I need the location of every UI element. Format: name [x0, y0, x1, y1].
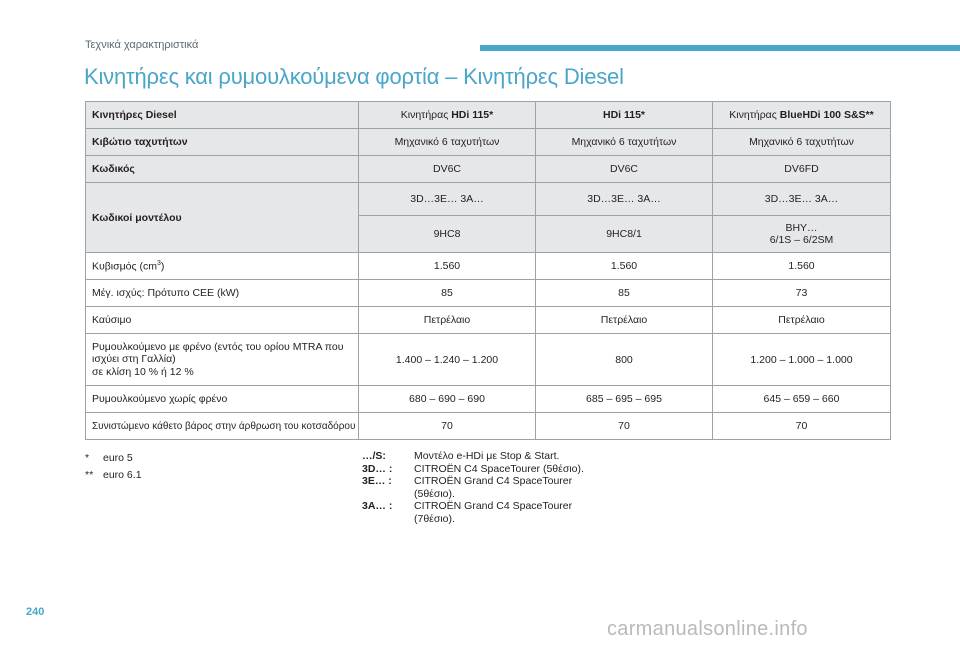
- legend-desc: [414, 475, 604, 500]
- engine-spec-table: [85, 101, 891, 440]
- table-cell: DV6FD: [713, 156, 891, 183]
- legend-item: [362, 463, 604, 476]
- row-label-nose-weight: Συνιστώμενο κάθετο βάρος στην άρθρωση του κοτσαδόρου: [86, 413, 359, 440]
- model-code-line-2: 6/1S – 6/2SM: [769, 234, 834, 246]
- footnote-text: euro 5: [103, 452, 133, 464]
- legend-desc: [414, 450, 604, 463]
- table-cell: 3D…3E… 3A…: [536, 183, 713, 216]
- table-row: [86, 334, 891, 386]
- table-cell: 1.560: [359, 253, 536, 280]
- footnote-mark: *: [85, 452, 90, 464]
- braked-trailer-line-1: Ρυμουλκούμενο με φρένο (εντός του ορίου MTRA που: [92, 340, 344, 353]
- header-col-2: HDi 115*: [536, 102, 713, 129]
- table-row: [86, 183, 891, 216]
- legend-item: [362, 450, 604, 463]
- row-label-code: Κωδικός: [86, 156, 359, 183]
- row-label-fuel: Καύσιμο: [86, 307, 359, 334]
- row-label-unbraked-trailer: Ρυμουλκούμενο χωρίς φρένο: [86, 386, 359, 413]
- table-cell: Μηχανικό 6 ταχυτήτων: [536, 129, 713, 156]
- legend-desc: [414, 463, 604, 476]
- footnote-mark: **: [85, 469, 94, 481]
- table-cell: Πετρέλαιο: [536, 307, 713, 334]
- table-cell: 1.200 – 1.000 – 1.000: [713, 334, 891, 386]
- row-label-gearbox: Κιβώτιο ταχυτήτων: [86, 129, 359, 156]
- legend-desc-line: CITROËN C4 SpaceTourer (5θέσιο).: [414, 462, 584, 475]
- table-cell: 685 – 695 – 695: [536, 386, 713, 413]
- table-row: [86, 307, 891, 334]
- table-row: [86, 413, 891, 440]
- row-label-model-codes: Κωδικοί μοντέλου: [86, 183, 359, 253]
- header-label: Κινητήρες Diesel: [86, 102, 359, 129]
- table-cell: 3D…3E… 3A…: [359, 183, 536, 216]
- footnote-text: euro 6.1: [103, 469, 142, 481]
- table-row: [86, 386, 891, 413]
- legend-desc: [414, 500, 604, 525]
- table-header-row: [86, 102, 891, 129]
- table-row: [86, 156, 891, 183]
- row-label-braked-trailer: [86, 334, 359, 386]
- table-cell: 645 – 659 – 660: [713, 386, 891, 413]
- table-cell: [713, 216, 891, 253]
- footnote-item: [85, 467, 142, 484]
- section-label: Τεχνικά χαρακτηριστικά: [85, 39, 199, 51]
- table-cell: 680 – 690 – 690: [359, 386, 536, 413]
- table-cell: 9HC8/1: [536, 216, 713, 253]
- legend-item: [362, 475, 604, 500]
- legend-item: [362, 500, 604, 525]
- braked-trailer-line-3: σε κλίση 10 % ή 12 %: [92, 365, 194, 378]
- legend-code: 3D… :: [362, 462, 393, 475]
- legend-desc-line: CITROËN Grand C4 SpaceTourer: [414, 475, 573, 487]
- table-row: [86, 129, 891, 156]
- table-cell: Πετρέλαιο: [359, 307, 536, 334]
- legend-code: 3E… :: [362, 475, 392, 487]
- header-col-3: [713, 102, 891, 129]
- watermark: carmanualsonline.info: [607, 618, 808, 640]
- table-cell: 85: [359, 280, 536, 307]
- legend-desc-line: CITROËN Grand C4 SpaceTourer: [414, 500, 573, 512]
- table-row: [86, 280, 891, 307]
- displacement-label: Κυβισμός (cm: [92, 260, 157, 273]
- displacement-sup: 3: [156, 259, 161, 267]
- table-row: [86, 253, 891, 280]
- legend-code: 3A… :: [362, 500, 393, 512]
- header-col-1-engine: HDi 115*: [451, 109, 494, 121]
- table-cell: Πετρέλαιο: [713, 307, 891, 334]
- table-cell: 1.400 – 1.240 – 1.200: [359, 334, 536, 386]
- legend-desc-line: (7θέσιο).: [414, 512, 455, 525]
- table-cell: 3D…3E… 3A…: [713, 183, 891, 216]
- table-cell: 1.560: [713, 253, 891, 280]
- table-cell: 9HC8: [359, 216, 536, 253]
- table-cell: Μηχανικό 6 ταχυτήτων: [359, 129, 536, 156]
- table-cell: 70: [359, 413, 536, 440]
- page-number: 240: [26, 606, 45, 618]
- footnotes: [85, 450, 142, 484]
- header-col-3-engine: BlueHDi 100 S&S**: [779, 109, 874, 121]
- header-col-3-prefix: Κινητήρας: [729, 109, 777, 121]
- table-cell: 73: [713, 280, 891, 307]
- footnote-item: [85, 450, 142, 467]
- table-cell: 70: [713, 413, 891, 440]
- table-cell: DV6C: [359, 156, 536, 183]
- table-cell: Μηχανικό 6 ταχυτήτων: [713, 129, 891, 156]
- page-title: Κινητήρες και ρυμουλκούμενα φορτία – Κινητήρες Diesel: [84, 64, 624, 89]
- table-cell: 85: [536, 280, 713, 307]
- legend-desc-line: Μοντέλο e-HDi με Stop & Start.: [414, 450, 560, 462]
- header-col-1: [359, 102, 536, 129]
- header-col-1-prefix: Κινητήρας: [400, 109, 449, 121]
- row-label-power: Μέγ. ισχύς: Πρότυπο CEE (kW): [86, 280, 359, 307]
- legend-desc-line: (5θέσιο).: [414, 487, 455, 500]
- model-code-line-1: BHY…: [785, 222, 818, 234]
- section-bar: [480, 45, 960, 51]
- table-cell: 800: [536, 334, 713, 386]
- table-cell: 70: [536, 413, 713, 440]
- braked-trailer-line-2: ισχύει στη Γαλλία): [92, 353, 176, 366]
- model-legend: [362, 450, 604, 525]
- displacement-label-end: ): [160, 260, 165, 273]
- legend-code: …/S:: [362, 450, 386, 462]
- table-cell: 1.560: [536, 253, 713, 280]
- row-label-displacement: [86, 253, 359, 280]
- table-cell: DV6C: [536, 156, 713, 183]
